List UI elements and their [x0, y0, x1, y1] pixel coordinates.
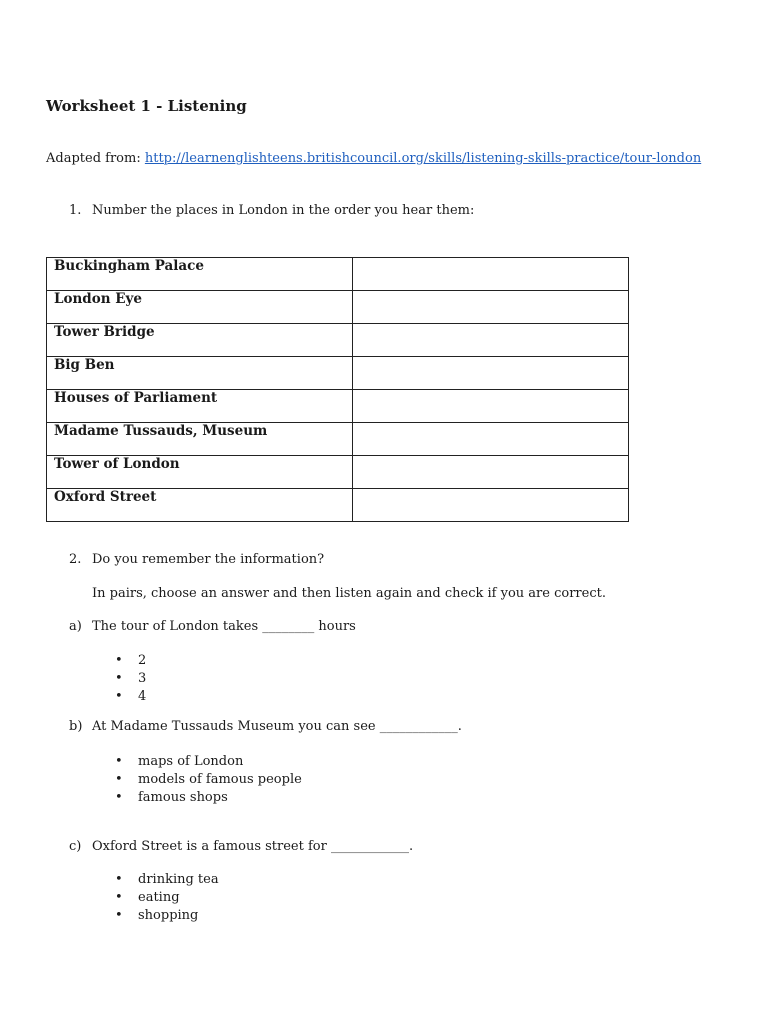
order-answer-cell[interactable] — [353, 456, 629, 489]
table-row — [47, 258, 629, 291]
bullet-icon: • — [115, 689, 123, 704]
list-item: • drinking tea — [115, 872, 219, 887]
bullet-icon: • — [115, 772, 123, 787]
order-answer-cell[interactable] — [353, 423, 629, 456]
order-answer-cell[interactable] — [353, 489, 629, 522]
order-answer-cell[interactable] — [353, 357, 629, 390]
place-name: Big Ben — [47, 357, 353, 390]
place-name: Madame Tussauds, Museum — [47, 423, 353, 456]
table-row — [47, 423, 629, 456]
sub-question-text: Oxford Street is a famous street for ____________. — [92, 839, 414, 854]
list-item: • 2 — [115, 653, 147, 668]
bullet-icon: • — [115, 790, 123, 805]
bullet-icon: • — [115, 653, 123, 668]
bullet-icon: • — [115, 908, 123, 923]
list-item: • maps of London — [115, 754, 244, 769]
table-row — [47, 291, 629, 324]
table-row — [47, 456, 629, 489]
question-1 — [69, 203, 474, 218]
question-2-instruction: In pairs, choose an answer and then listen again and check if you are correct. — [92, 586, 606, 601]
sub-question-text: The tour of London takes ________ hours — [92, 619, 356, 634]
table-row — [47, 324, 629, 357]
order-answer-cell[interactable] — [353, 291, 629, 324]
source-link[interactable]: http://learnenglishteens.britishcouncil.org/skills/listening-skills-practice/tour-london — [144, 151, 702, 166]
order-answer-cell[interactable] — [353, 390, 629, 423]
bullet-icon: • — [115, 872, 123, 887]
place-name: Buckingham Palace — [47, 258, 353, 291]
question-text: Do you remember the information? — [92, 552, 325, 567]
list-item: • models of famous people — [115, 772, 302, 787]
sub-question-a — [69, 619, 356, 634]
sub-question-letter: c) — [69, 839, 82, 854]
adapted-from-line — [46, 151, 701, 166]
sub-question-letter: b) — [69, 719, 83, 734]
options-list-c — [115, 871, 219, 925]
sub-question-c — [69, 839, 413, 854]
place-name: Tower Bridge — [47, 324, 353, 357]
list-item: • 3 — [115, 671, 147, 686]
place-name: Houses of Parliament — [47, 390, 353, 423]
list-item: • famous shops — [115, 790, 228, 805]
options-list-b — [115, 753, 302, 807]
place-name: London Eye — [47, 291, 353, 324]
bullet-icon: • — [115, 754, 123, 769]
bullet-icon: • — [115, 671, 123, 686]
place-name: Oxford Street — [47, 489, 353, 522]
question-number: 1. — [69, 203, 82, 218]
question-number: 2. — [69, 552, 82, 567]
sub-question-letter: a) — [69, 619, 82, 634]
adapted-from-label: Adapted from: — [46, 151, 145, 166]
places-table — [46, 257, 629, 522]
question-2 — [69, 552, 324, 567]
list-item: • shopping — [115, 908, 199, 923]
worksheet-title: Worksheet 1 - Listening — [46, 97, 247, 115]
sub-question-text: At Madame Tussauds Museum you can see ____________. — [92, 719, 462, 734]
question-text: Number the places in London in the order you hear them: — [92, 203, 475, 218]
list-item: • eating — [115, 890, 180, 905]
table-row — [47, 390, 629, 423]
order-answer-cell[interactable] — [353, 258, 629, 291]
options-list-a — [115, 652, 146, 706]
list-item: • 4 — [115, 689, 147, 704]
sub-question-b — [69, 719, 462, 734]
table-row — [47, 489, 629, 522]
bullet-icon: • — [115, 890, 123, 905]
table-row — [47, 357, 629, 390]
order-answer-cell[interactable] — [353, 324, 629, 357]
place-name: Tower of London — [47, 456, 353, 489]
